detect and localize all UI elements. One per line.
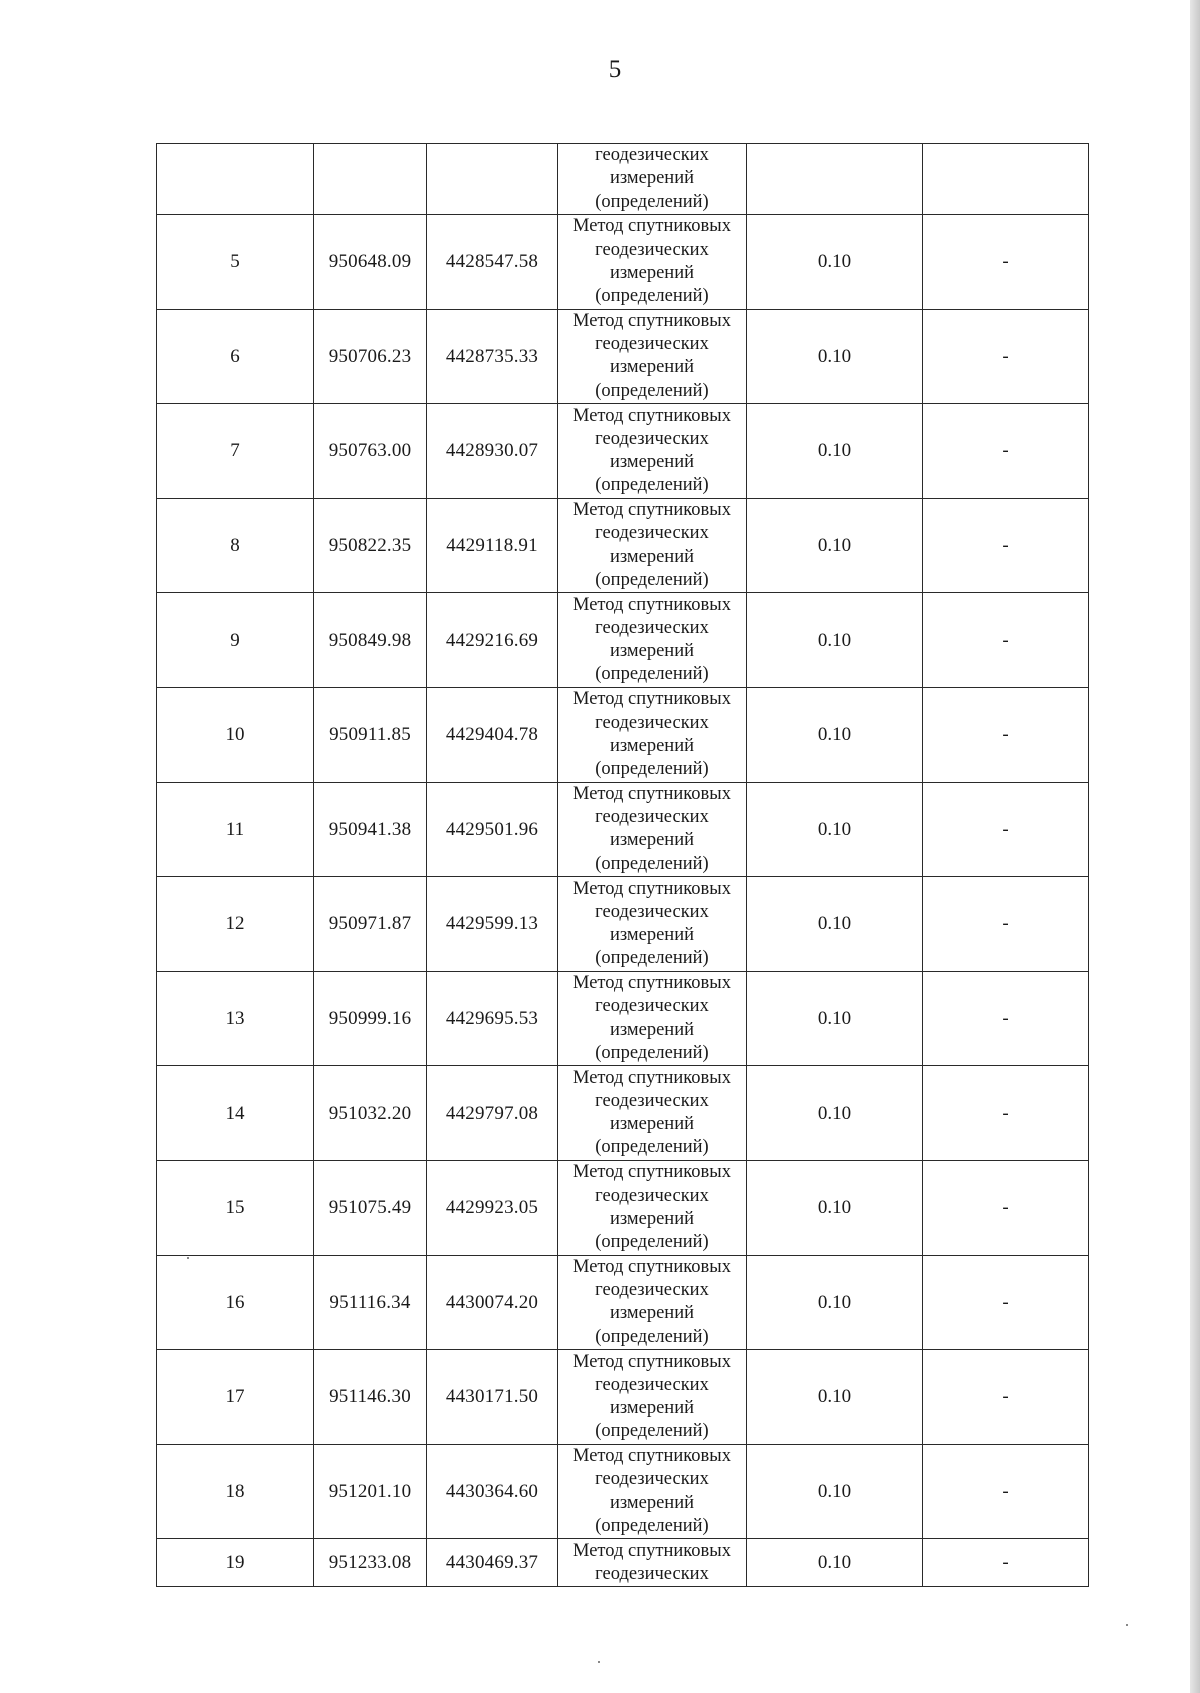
cell-accuracy: 0.10: [747, 404, 923, 499]
cell-accuracy: 0.10: [747, 1255, 923, 1350]
cell-y-coordinate: 4429404.78: [427, 687, 558, 782]
cell-point-number: 5: [157, 215, 314, 310]
cell-point-number: [157, 144, 314, 215]
method-text: Метод спутниковых геодезических измерений (определений): [573, 1067, 731, 1158]
method-text: Метод спутниковых геодезических измерений (определений): [573, 310, 731, 401]
coordinates-table-body: [157, 144, 1089, 1587]
cell-description: -: [923, 1350, 1089, 1445]
table-row: [157, 971, 1089, 1066]
coordinates-table: [156, 143, 1089, 1587]
cell-description: -: [923, 215, 1089, 310]
cell-accuracy: 0.10: [747, 782, 923, 877]
cell-accuracy: 0.10: [747, 1160, 923, 1255]
method-text: Метод спутниковых геодезических измерений (определений): [573, 878, 731, 969]
cell-y-coordinate: 4430074.20: [427, 1255, 558, 1350]
cell-x-coordinate: 950911.85: [314, 687, 427, 782]
cell-y-coordinate: 4429797.08: [427, 1066, 558, 1161]
cell-point-number: 7: [157, 404, 314, 499]
cell-description: -: [923, 498, 1089, 593]
page-number: 5: [608, 56, 622, 83]
cell-accuracy: 0.10: [747, 687, 923, 782]
cell-y-coordinate: [427, 144, 558, 215]
cell-method: [558, 1350, 747, 1445]
cell-description: -: [923, 1066, 1089, 1161]
cell-description: -: [923, 1539, 1089, 1587]
cell-x-coordinate: 950971.87: [314, 877, 427, 972]
method-text: Метод спутниковых геодезических измерений (определений): [573, 1256, 731, 1347]
cell-point-number: 11: [157, 782, 314, 877]
method-text: Метод спутниковых геодезических измерений (определений): [573, 500, 731, 590]
cell-description: -: [923, 593, 1089, 688]
cell-y-coordinate: 4430469.37: [427, 1539, 558, 1587]
cell-method: [558, 1066, 747, 1161]
cell-method: [558, 498, 747, 593]
cell-y-coordinate: 4429923.05: [427, 1160, 558, 1255]
method-text: Метод спутниковых геодезических измерений (определений): [573, 783, 731, 874]
cell-description: -: [923, 782, 1089, 877]
cell-accuracy: 0.10: [747, 877, 923, 972]
cell-accuracy: 0.10: [747, 498, 923, 593]
cell-point-number: 8: [157, 498, 314, 593]
cell-y-coordinate: 4428735.33: [427, 309, 558, 404]
cell-description: -: [923, 1255, 1089, 1350]
table-row: [157, 1444, 1089, 1539]
cell-point-number: 9: [157, 593, 314, 688]
cell-method: [558, 1539, 747, 1587]
method-text: Метод спутниковых геодезических измерений (определений): [573, 1446, 731, 1536]
table-row: [157, 215, 1089, 310]
cell-y-coordinate: 4430171.50: [427, 1350, 558, 1445]
table-row: [157, 782, 1089, 877]
cell-method: [558, 215, 747, 310]
method-text: Метод спутниковых геодезических измерений (определений): [573, 973, 731, 1063]
cell-y-coordinate: 4429695.53: [427, 971, 558, 1066]
cell-x-coordinate: 950849.98: [314, 593, 427, 688]
cell-x-coordinate: 950763.00: [314, 404, 427, 499]
table-row-continuation: [157, 144, 1089, 215]
cell-x-coordinate: 951032.20: [314, 1066, 427, 1161]
cell-accuracy: 0.10: [747, 971, 923, 1066]
method-text: Метод спутниковых геодезических: [573, 1540, 731, 1584]
cell-description: -: [923, 1444, 1089, 1539]
cell-accuracy: [747, 144, 923, 215]
cell-method: [558, 404, 747, 499]
method-text: Метод спутниковых геодезических измерений (определений): [573, 1162, 731, 1252]
cell-point-number: 10: [157, 687, 314, 782]
cell-point-number: 6: [157, 309, 314, 404]
cell-point-number: 18: [157, 1444, 314, 1539]
cell-point-number: 14: [157, 1066, 314, 1161]
method-text: Метод спутниковых геодезических измерений (определений): [573, 594, 731, 685]
cell-point-number: 19: [157, 1539, 314, 1587]
cell-x-coordinate: 950648.09: [314, 215, 427, 310]
cell-x-coordinate: 950999.16: [314, 971, 427, 1066]
cell-x-coordinate: 951075.49: [314, 1160, 427, 1255]
cell-method: [558, 309, 747, 404]
scan-speck: [187, 1257, 189, 1259]
method-text: геодезических измерений (определений): [595, 145, 709, 212]
cell-description: -: [923, 404, 1089, 499]
cell-x-coordinate: 951233.08: [314, 1539, 427, 1587]
cell-method: [558, 687, 747, 782]
cell-accuracy: 0.10: [747, 1066, 923, 1161]
table-row: [157, 404, 1089, 499]
cell-method: [558, 971, 747, 1066]
cell-method: [558, 593, 747, 688]
cell-accuracy: 0.10: [747, 1350, 923, 1445]
table-row: [157, 687, 1089, 782]
cell-description: -: [923, 877, 1089, 972]
table-row: [157, 1160, 1089, 1255]
cell-y-coordinate: 4429501.96: [427, 782, 558, 877]
scan-edge-shadow: [1190, 0, 1200, 1693]
cell-y-coordinate: 4428930.07: [427, 404, 558, 499]
cell-method: [558, 1255, 747, 1350]
cell-accuracy: 0.10: [747, 1539, 923, 1587]
scan-speck: [1126, 1624, 1128, 1626]
cell-method: [558, 1444, 747, 1539]
cell-y-coordinate: 4430364.60: [427, 1444, 558, 1539]
table-row: [157, 877, 1089, 972]
table-row: [157, 498, 1089, 593]
cell-x-coordinate: 950822.35: [314, 498, 427, 593]
table-row-last: [157, 1539, 1089, 1587]
cell-description: -: [923, 1160, 1089, 1255]
cell-point-number: 12: [157, 877, 314, 972]
cell-x-coordinate: [314, 144, 427, 215]
method-text: Метод спутниковых геодезических измерений (определений): [573, 689, 731, 779]
cell-description: [923, 144, 1089, 215]
cell-point-number: 16: [157, 1255, 314, 1350]
cell-x-coordinate: 951201.10: [314, 1444, 427, 1539]
scan-speck: [598, 1661, 600, 1663]
cell-description: -: [923, 687, 1089, 782]
cell-y-coordinate: 4428547.58: [427, 215, 558, 310]
cell-point-number: 15: [157, 1160, 314, 1255]
cell-method: [558, 1160, 747, 1255]
cell-y-coordinate: 4429118.91: [427, 498, 558, 593]
table-row: [157, 593, 1089, 688]
cell-description: -: [923, 971, 1089, 1066]
cell-point-number: 17: [157, 1350, 314, 1445]
table-row: [157, 309, 1089, 404]
cell-method: [558, 144, 747, 215]
table-row: [157, 1255, 1089, 1350]
cell-description: -: [923, 309, 1089, 404]
cell-accuracy: 0.10: [747, 215, 923, 310]
cell-x-coordinate: 951146.30: [314, 1350, 427, 1445]
cell-accuracy: 0.10: [747, 1444, 923, 1539]
cell-y-coordinate: 4429216.69: [427, 593, 558, 688]
cell-x-coordinate: 951116.34: [314, 1255, 427, 1350]
table-row: [157, 1066, 1089, 1161]
cell-accuracy: 0.10: [747, 309, 923, 404]
cell-method: [558, 877, 747, 972]
cell-x-coordinate: 950706.23: [314, 309, 427, 404]
cell-method: [558, 782, 747, 877]
cell-point-number: 13: [157, 971, 314, 1066]
table-row: [157, 1350, 1089, 1445]
method-text: Метод спутниковых геодезических измерений (определений): [573, 1351, 731, 1442]
method-text: Метод спутниковых геодезических измерений (определений): [573, 405, 731, 496]
cell-accuracy: 0.10: [747, 593, 923, 688]
method-text: Метод спутниковых геодезических измерений (определений): [573, 216, 731, 306]
cell-y-coordinate: 4429599.13: [427, 877, 558, 972]
cell-x-coordinate: 950941.38: [314, 782, 427, 877]
